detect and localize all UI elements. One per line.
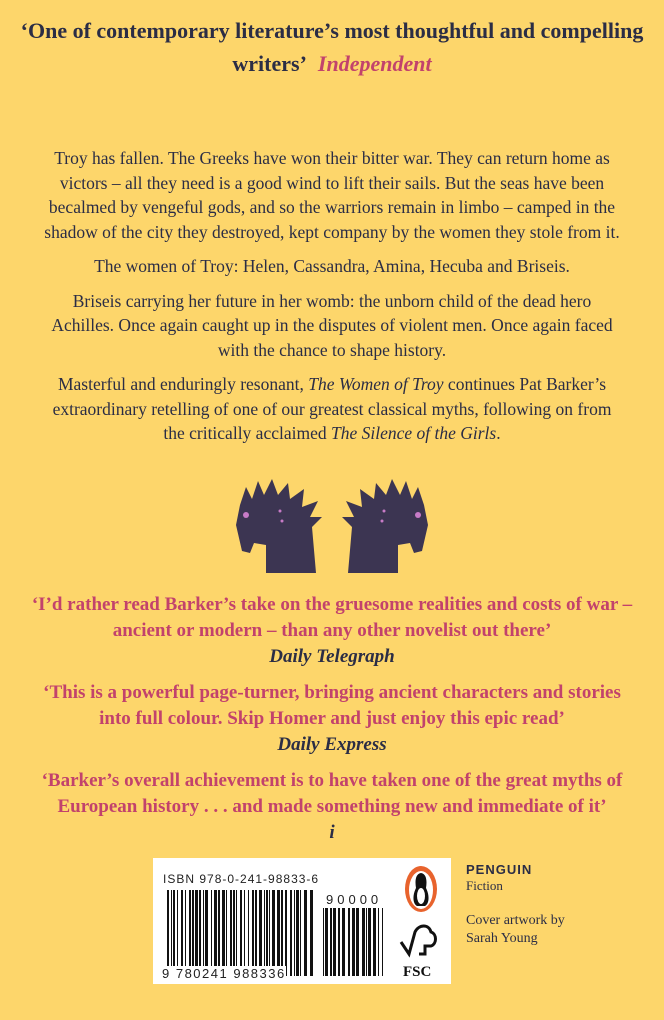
review-quote [30, 680, 634, 758]
barcode-bar [323, 908, 324, 976]
category: Fiction [466, 878, 503, 893]
barcode-bar [368, 908, 371, 976]
blurb-paragraph: Troy has fallen. The Greeks have won their bitter war. They can return home as victors – all they need is a good wind to lift their sails. But the seas have been becalmed by vengeful gods, and so the warriors remain in limbo – camped in the shadow of the city they destroyed, kept company by the women they stole from it. [44, 148, 620, 242]
quote-text: ‘I’d rather read Barker’s take on the gruesome realities and costs of war – ancient or modern – than any other novelist out there’ [31, 594, 633, 641]
cover-credit [466, 912, 565, 948]
barcode-bar [296, 890, 299, 976]
quote-source: Independent [317, 51, 432, 76]
barcode-bar [173, 890, 175, 976]
top-quote [20, 14, 644, 80]
barcode-bar [285, 890, 287, 976]
barcode-bar [252, 890, 254, 976]
barcode-bar [356, 908, 359, 976]
barcode-bar [266, 890, 268, 976]
credit-line: Cover artwork by [466, 913, 565, 928]
barcode-bar [230, 890, 232, 976]
barcode-bar [211, 890, 212, 976]
barcode-bar [378, 908, 379, 976]
isbn-text: ISBN 978-0-241-98833-6 [163, 872, 320, 886]
blurb [40, 146, 624, 456]
barcode-bar [333, 908, 336, 976]
barcode-bar [177, 890, 178, 976]
quote-source: Daily Telegraph [269, 646, 395, 667]
barcode-bar [255, 890, 257, 976]
penguin-logo-icon [403, 864, 439, 914]
barcode-bar [218, 890, 220, 976]
addon-barcode [323, 908, 387, 976]
barcode-bar [352, 908, 355, 976]
book-title: The Silence of the Girls [330, 423, 497, 443]
barcode-bar [240, 890, 242, 976]
barcode-bar [342, 908, 345, 976]
review-quote [30, 592, 634, 670]
barcode-bar [290, 890, 292, 976]
barcode [167, 890, 317, 976]
barcode-bar [233, 890, 235, 976]
barcode-bar [199, 890, 201, 976]
horse-heads-illustration [232, 475, 432, 575]
publisher-name: PENGUIN [466, 862, 533, 877]
artist-name: Sarah Young [466, 931, 538, 946]
barcode-bar [205, 890, 208, 976]
barcode-bar [259, 890, 262, 976]
quote-text: ‘One of contemporary literature’s most thoughtful and compelling writers’ [20, 18, 644, 76]
barcode-digits: 9 780241 988336 [162, 966, 286, 981]
barcode-bar [272, 890, 275, 976]
barcode-bar [373, 908, 376, 976]
barcode-bar [325, 908, 328, 976]
quote-source: i [329, 822, 335, 843]
barcode-bar [300, 890, 301, 976]
barcode-bar [181, 890, 183, 976]
barcode-bar [248, 890, 249, 976]
barcode-bar [214, 890, 217, 976]
text: . [496, 423, 501, 443]
barcode-bar [171, 890, 172, 976]
review-quote [30, 768, 634, 846]
barcode-bar [236, 890, 237, 976]
barcode-bar [264, 890, 265, 976]
barcode-bar [192, 890, 194, 976]
barcode-bar [195, 890, 198, 976]
quote-text: ‘Barker’s overall achievement is to have taken one of the great myths of European history . . . and made something new and immediate of it’ [41, 770, 623, 817]
fsc-logo-icon [397, 920, 443, 980]
barcode-bar [310, 890, 313, 976]
review-quotes [30, 592, 634, 856]
text: continues Pat Barker’s extraordinary retelling of one of our greatest classical myths, following on from the critically acclaimed [52, 374, 612, 443]
barcode-bar [294, 890, 295, 976]
barcode-bar [277, 890, 280, 976]
barcode-bar [348, 908, 350, 976]
barcode-bar [366, 908, 367, 976]
barcode-bar [226, 890, 227, 976]
quote-source: Daily Express [277, 734, 387, 755]
barcode-bar [304, 890, 307, 976]
barcode-bar [362, 908, 365, 976]
barcode-bar [269, 890, 270, 976]
fsc-text: FSC [403, 964, 432, 980]
barcode-bar [281, 890, 283, 976]
blurb-paragraph: The women of Troy: Helen, Cassandra, Amina, Hecuba and Briseis. [94, 256, 570, 276]
quote-text: ‘This is a powerful page-turner, bringing ancient characters and stories into full colour. Skip Homer and just enjoy this epic read’ [43, 682, 621, 729]
barcode-bar [189, 890, 191, 976]
barcode-bar [167, 890, 169, 976]
blurb-paragraph: Briseis carrying her future in her womb: the unborn child of the dead hero Achilles. Once again caught up in the disputes of violent men. Once again faced with the chance to shape history. [51, 290, 613, 360]
publisher [466, 862, 532, 894]
addon-code: 90000 [326, 892, 383, 907]
book-title: The Women of Troy [308, 374, 444, 394]
barcode-bar [244, 890, 245, 976]
barcode-box [153, 858, 451, 984]
barcode-bar [330, 908, 332, 976]
barcode-bar [203, 890, 204, 976]
text: Masterful and enduringly resonant, [57, 374, 309, 394]
barcode-bar [338, 908, 340, 976]
barcode-bar [185, 890, 186, 976]
blurb-paragraph [40, 372, 624, 446]
barcode-bar [382, 908, 383, 976]
barcode-bar [222, 890, 225, 976]
